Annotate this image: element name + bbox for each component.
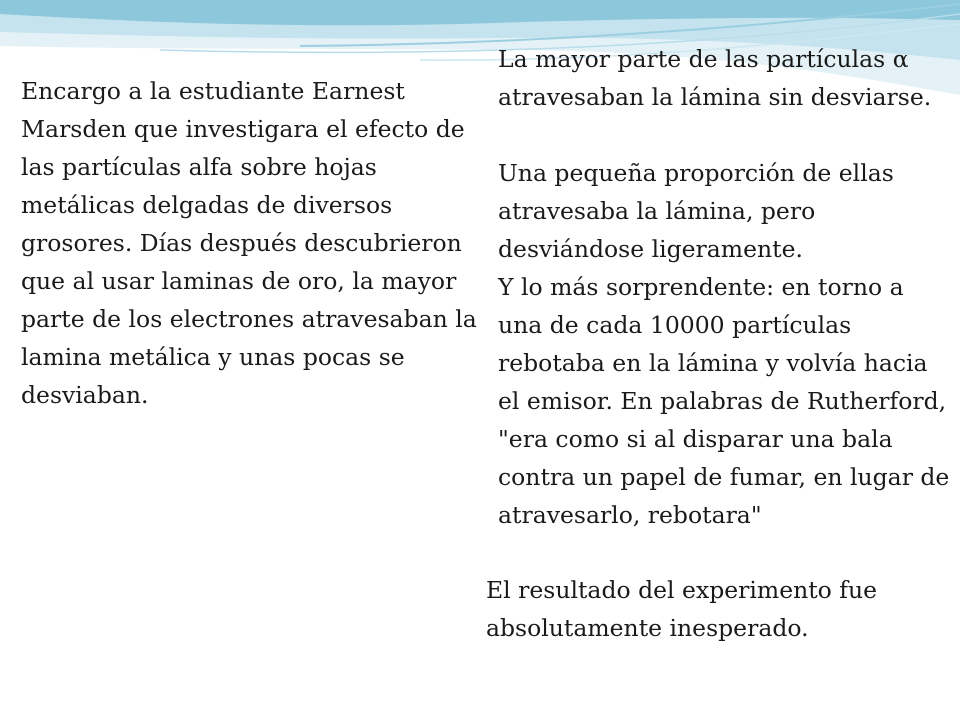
result-point-most-pass: La mayor parte de las partículas α atravesaban la lámina sin desviarse. (498, 45, 932, 111)
result-point-rebound: Y lo más sorprendente: en torno a una de cada 10000 partículas rebotaba en la lámina y volvía hacia el emisor. En palabras de Rutherford, "era como si al disparar una bala contra un papel de fumar, en lugar de atravesarlo, rebotara" (498, 273, 950, 529)
result-paragraph: El resultado del experimento fue absolutamente inesperado. (486, 576, 878, 642)
result-point-slight-deflection: Una pequeña proporción de ellas atravesaba la lámina, pero desviándose ligeramente. (498, 159, 894, 263)
left-paragraph: Encargo a la estudiante Earnest Marsden que investigara el efecto de las partículas alfa sobre hojas metálicas delgadas de diversos grosores. Días después descubrieron que al usar laminas de oro, la mayor parte de los electrones atravesaban la lamina metálica y unas pocas se desviaban. (21, 77, 477, 409)
